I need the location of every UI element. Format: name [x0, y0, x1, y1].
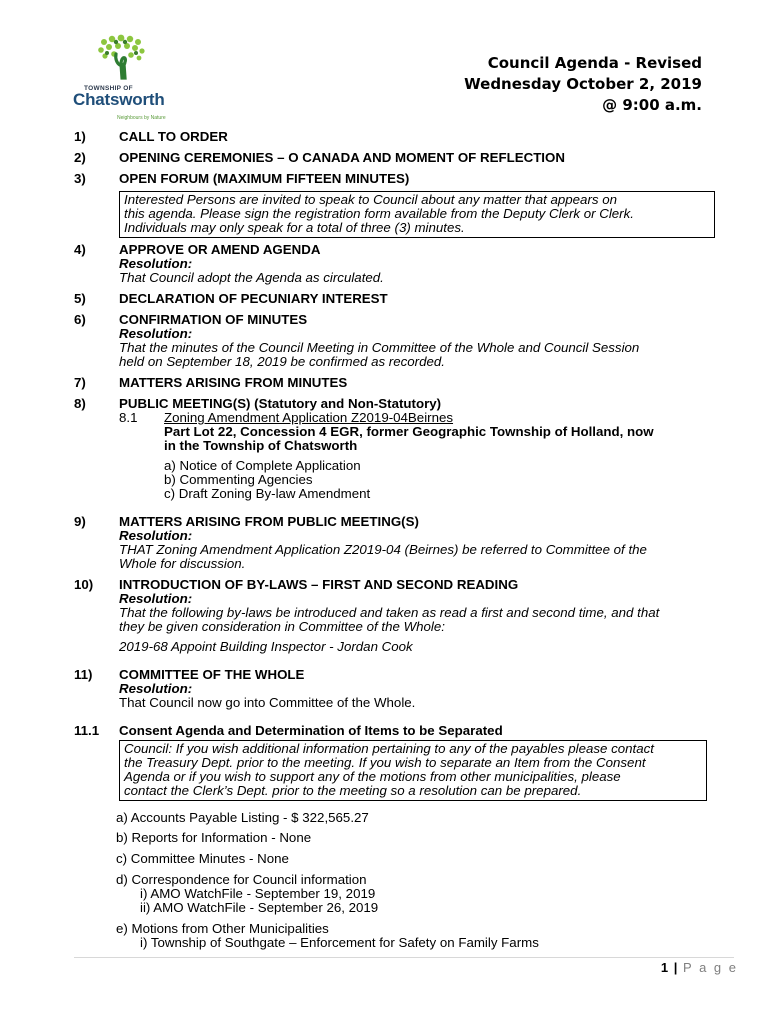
- item-number: 7): [74, 375, 86, 390]
- consent-item-text: a) Accounts Payable Listing - $ 322,565.27: [116, 810, 369, 825]
- header-date: Wednesday October 2, 2019: [464, 75, 702, 93]
- resolution-text: That Council now go into Committee of the Whole.: [119, 695, 416, 710]
- consent-item-text: b) Reports for Information - None: [116, 830, 312, 845]
- item-title: OPEN FORUM (MAXIMUM FIFTEEN MINUTES): [119, 171, 410, 186]
- notice-line: this agenda. Please sign the registration form available from the Deputy Clerk or Clerk.: [124, 206, 634, 221]
- resolution-label: Resolution:: [119, 256, 193, 271]
- consent-item-text: c) Committee Minutes - None: [116, 851, 289, 866]
- open-forum-notice-box: [119, 191, 715, 238]
- item-number: 1): [74, 129, 86, 144]
- item-number: 6): [74, 312, 86, 327]
- consent-item-text: e) Motions from Other Municipalities: [116, 921, 329, 936]
- item-title: Consent Agenda and Determination of Items to be Separated: [119, 723, 503, 738]
- consent-item-d: [116, 873, 378, 915]
- consent-item-text: d) Correspondence for Council information: [116, 872, 367, 887]
- resolution-label: Resolution:: [119, 528, 193, 543]
- item-title: PUBLIC MEETING(S) (Statutory and Non-Statutory): [119, 396, 442, 411]
- resolution-text: THAT Zoning Amendment Application Z2019-04 (Beirnes) be referred to Committee of the: [119, 542, 647, 557]
- consent-item-c: [116, 852, 289, 866]
- item-number: 3): [74, 171, 86, 186]
- logo-township-text: TOWNSHIP OF: [84, 85, 133, 92]
- item-title: OPENING CEREMONIES – O CANADA AND MOMENT OF REFLECTION: [119, 150, 565, 165]
- consent-agenda-notice-box: [119, 740, 707, 801]
- resolution-text: That the minutes of the Council Meeting in Committee of the Whole and Council Session: [119, 340, 640, 355]
- consent-item-e: [116, 922, 539, 950]
- logo-tagline-text: Neighbours by Nature: [117, 115, 166, 121]
- agenda-header: [464, 53, 702, 116]
- notice-line: Interested Persons are invited to speak to Council about any matter that appears on: [124, 192, 618, 207]
- sub-item-number: 8.1: [119, 410, 138, 425]
- item-title: DECLARATION OF PECUNIARY INTEREST: [119, 291, 388, 306]
- notice-line: the Treasury Dept. prior to the meeting. If you wish to separate an Item from the Consent: [124, 755, 646, 770]
- item-title: INTRODUCTION OF BY-LAWS – FIRST AND SECOND READING: [119, 577, 519, 592]
- resolution-text: they be given consideration in Committee of the Whole:: [119, 619, 445, 634]
- page-separator: |: [673, 960, 678, 975]
- item-number: 2): [74, 150, 86, 165]
- property-description: in the Township of Chatsworth: [164, 438, 358, 453]
- list-item: b) Commenting Agencies: [164, 472, 313, 487]
- public-meeting-documents: [164, 459, 370, 501]
- zoning-application-title: Zoning Amendment Application Z2019-04Beirnes: [164, 410, 454, 425]
- item-title: MATTERS ARISING FROM PUBLIC MEETING(S): [119, 514, 419, 529]
- resolution-text: held on September 18, 2019 be confirmed as recorded.: [119, 354, 445, 369]
- chatsworth-logo: [70, 34, 176, 124]
- header-time: @ 9:00 a.m.: [602, 96, 702, 114]
- footer-divider: [74, 957, 734, 958]
- notice-line: Agenda or if you wish to support any of the motions from other municipalities, please: [124, 769, 621, 784]
- item-title: COMMITTEE OF THE WHOLE: [119, 667, 305, 682]
- resolution-text: Whole for discussion.: [119, 556, 246, 571]
- consent-item-a: [116, 811, 369, 825]
- motion-item: i) Township of Southgate – Enforcement for Safety on Family Farms: [140, 935, 539, 950]
- notice-line: Council: If you wish additional information pertaining to any of the payables please contact: [124, 741, 654, 756]
- page-footer: [661, 961, 738, 975]
- item-title: APPROVE OR AMEND AGENDA: [119, 242, 321, 257]
- resolution-text: That the following by-laws be introduced and taken as read a first and second time, and that: [119, 605, 660, 620]
- resolution-text: That Council adopt the Agenda as circulated.: [119, 270, 384, 285]
- bylaw-entry: 2019-68 Appoint Building Inspector - Jordan Cook: [119, 639, 413, 654]
- item-number: 10): [74, 577, 94, 592]
- consent-item-b: [116, 831, 311, 845]
- resolution-label: Resolution:: [119, 591, 193, 606]
- notice-line: contact the Clerk’s Dept. prior to the meeting so a resolution can be prepared.: [124, 783, 582, 798]
- tree-icon: [94, 34, 150, 80]
- property-description: Part Lot 22, Concession 4 EGR, former Geographic Township of Holland, now: [164, 424, 654, 439]
- header-title: Council Agenda - Revised: [487, 54, 702, 72]
- logo-name-text: Chatsworth: [73, 90, 165, 109]
- resolution-label: Resolution:: [119, 681, 193, 696]
- item-title: CALL TO ORDER: [119, 129, 228, 144]
- list-item: a) Notice of Complete Application: [164, 458, 361, 473]
- page-number: 1: [660, 960, 669, 975]
- item-number: 4): [74, 242, 86, 257]
- list-item: c) Draft Zoning By-law Amendment: [164, 486, 371, 501]
- item-title: MATTERS ARISING FROM MINUTES: [119, 375, 348, 390]
- page-label: P a g e: [683, 960, 738, 975]
- item-number: 11.1: [74, 723, 100, 738]
- correspondence-item: i) AMO WatchFile - September 19, 2019: [140, 886, 376, 901]
- item-number: 11): [74, 667, 93, 682]
- item-number: 5): [74, 291, 86, 306]
- correspondence-item: ii) AMO WatchFile - September 26, 2019: [140, 900, 379, 915]
- notice-line: Individuals may only speak for a total of three (3) minutes.: [124, 220, 465, 235]
- item-number: 8): [74, 396, 86, 411]
- item-title: CONFIRMATION OF MINUTES: [119, 312, 308, 327]
- resolution-label: Resolution:: [119, 326, 193, 341]
- item-number: 9): [74, 514, 86, 529]
